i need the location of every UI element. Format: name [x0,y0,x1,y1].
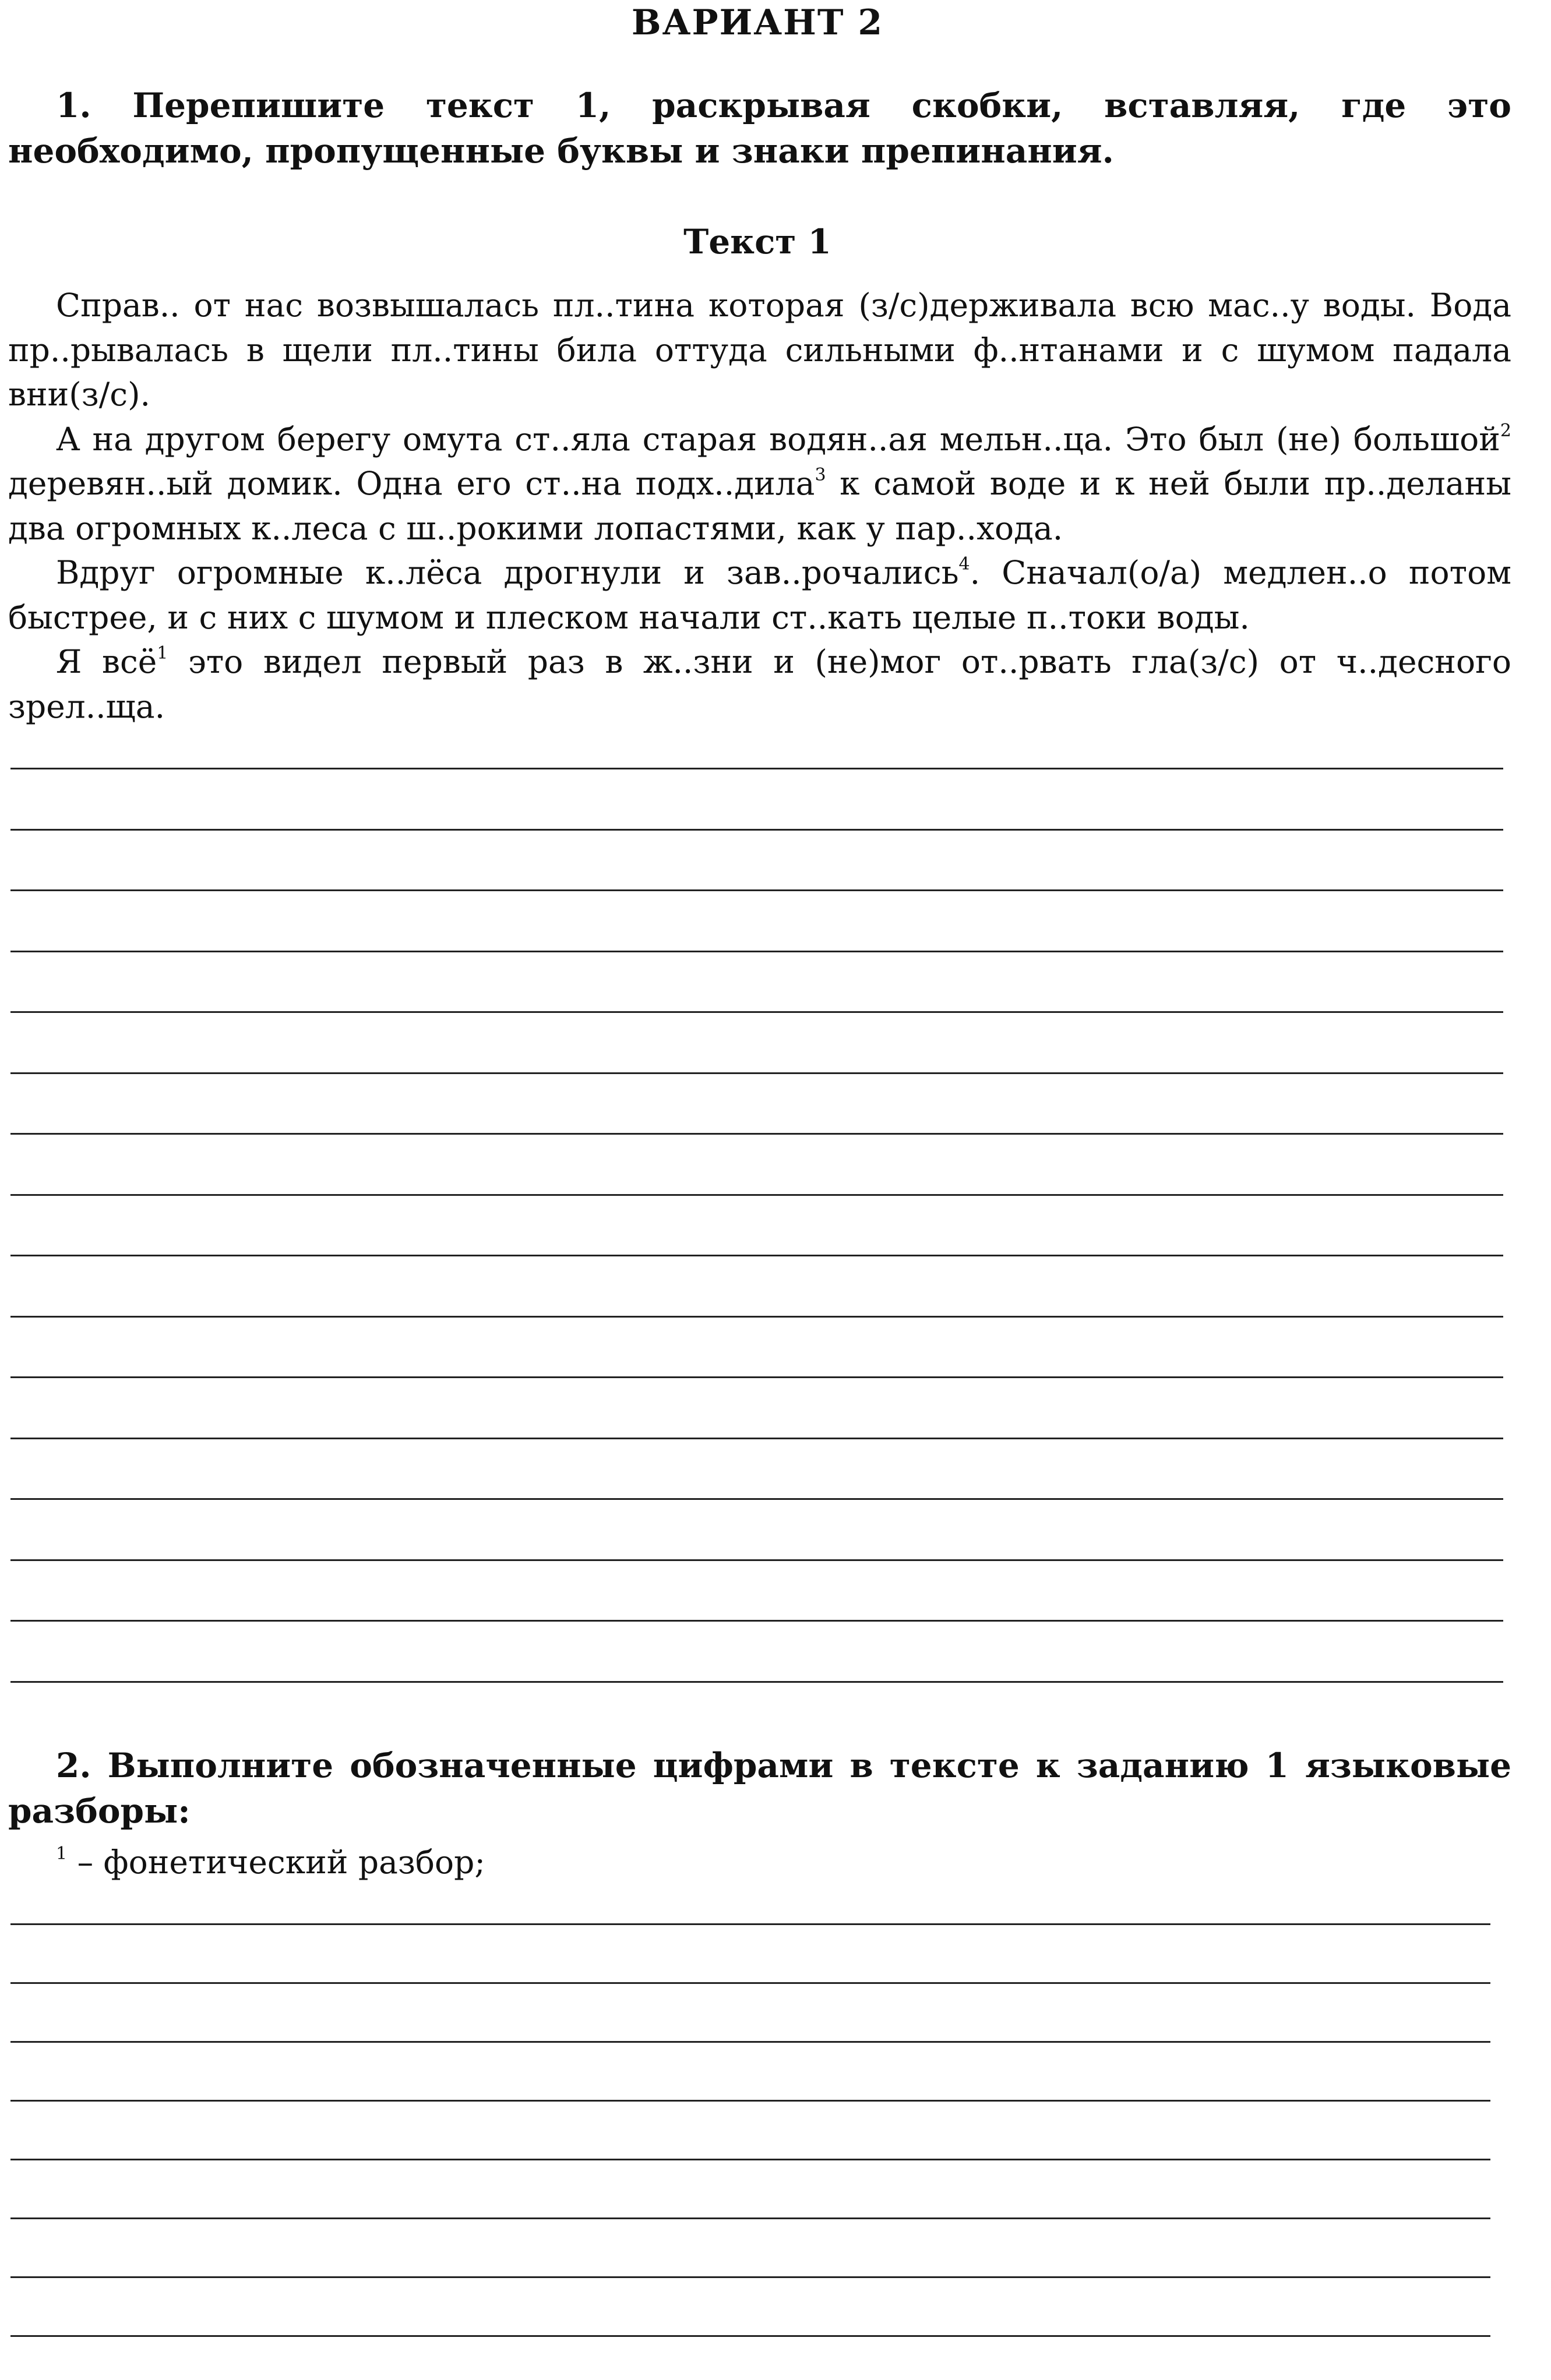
answer-line[interactable] [10,1982,1490,1984]
passage-text: Справ.. от нас возвышалась пл..тина которая (з/с)держивала всю мас..у воды. Вода пр..рывалась в щели пл..тины била оттуда сильными ф..нтанами и с шумом падала вни(з/с). [8,287,1511,413]
passage-text: . Сначал(о/а) медлен..о потом быстрее, и с них с шумом и плеском начали ст..кать целые п..токи воды. [8,554,1511,636]
answer-line[interactable] [10,1194,1503,1196]
task-2-text: Выполните обозначенные цифрами в тексте к заданию 1 языковые разборы: [8,1746,1511,1831]
passage-text: деревян..ый домик. Одна его ст..на подх..дила [8,465,815,502]
passage-paragraph [8,283,1511,417]
answer-line[interactable] [10,889,1503,891]
answer-line[interactable] [10,2041,1490,2043]
passage-text: Я всё [56,643,157,680]
answer-line[interactable] [10,1681,1503,1683]
answer-line[interactable] [10,1376,1503,1378]
answer-line[interactable] [10,1923,1490,1925]
answer-line[interactable] [10,2217,1490,2219]
answer-lines-task-1 [10,768,1503,1700]
task-1-number: 1. [56,86,91,125]
answer-line[interactable] [10,1133,1503,1135]
task-1-instruction [8,83,1511,174]
subtask-phonetic-analysis [56,1842,1454,1883]
answer-line[interactable] [10,2276,1490,2278]
subtask-text: – фонетический разбор; [67,1844,485,1881]
answer-line[interactable] [10,1498,1503,1500]
passage-text: А на другом берегу омута ст..яла старая водян..ая мельн..ца. Это был (не) большой [56,420,1500,458]
answer-line[interactable] [10,829,1503,831]
answer-line[interactable] [10,2159,1490,2160]
text-1-title: Текст 1 [683,222,831,262]
analysis-marker: 2 [1500,420,1511,441]
task-2-number: 2. [56,1746,91,1785]
subtask-marker: 1 [56,1844,68,1864]
answer-lines-task-2 [10,1923,1490,2378]
passage-text: Вдруг огромные к..лёса дрогнули и зав..рочались [56,554,959,591]
analysis-marker: 3 [815,465,826,485]
analysis-marker: 1 [157,643,168,663]
analysis-marker: 4 [958,554,970,574]
passage-paragraph [8,417,1511,551]
variant-title: ВАРИАНТ 2 [631,2,884,43]
task-2-instruction [8,1743,1511,1834]
passage-paragraph [8,640,1511,729]
task-1-text: Перепишите текст 1, раскрывая скобки, вставляя, где это необходимо, пропущенные буквы и знаки препинания. [8,86,1511,171]
answer-line[interactable] [10,1072,1503,1074]
answer-line[interactable] [10,768,1503,769]
answer-line[interactable] [10,1255,1503,1256]
answer-line[interactable] [10,1438,1503,1439]
answer-line[interactable] [10,1620,1503,1622]
answer-line[interactable] [10,1316,1503,1318]
answer-line[interactable] [10,1559,1503,1561]
text-1-passage [8,283,1511,729]
answer-line[interactable] [10,951,1503,952]
answer-line[interactable] [10,1011,1503,1013]
answer-line[interactable] [10,2100,1490,2102]
passage-paragraph [8,550,1511,640]
passage-text: к самой воде и к ней были пр..деланы два огромных к..леса с ш..рокими лопастями, как у пар..хода. [8,465,1511,547]
passage-text: это видел первый раз в ж..зни и (не)мог от..рвать гла(з/с) от ч..десного зрел..ща. [8,643,1511,725]
answer-line[interactable] [10,2335,1490,2337]
